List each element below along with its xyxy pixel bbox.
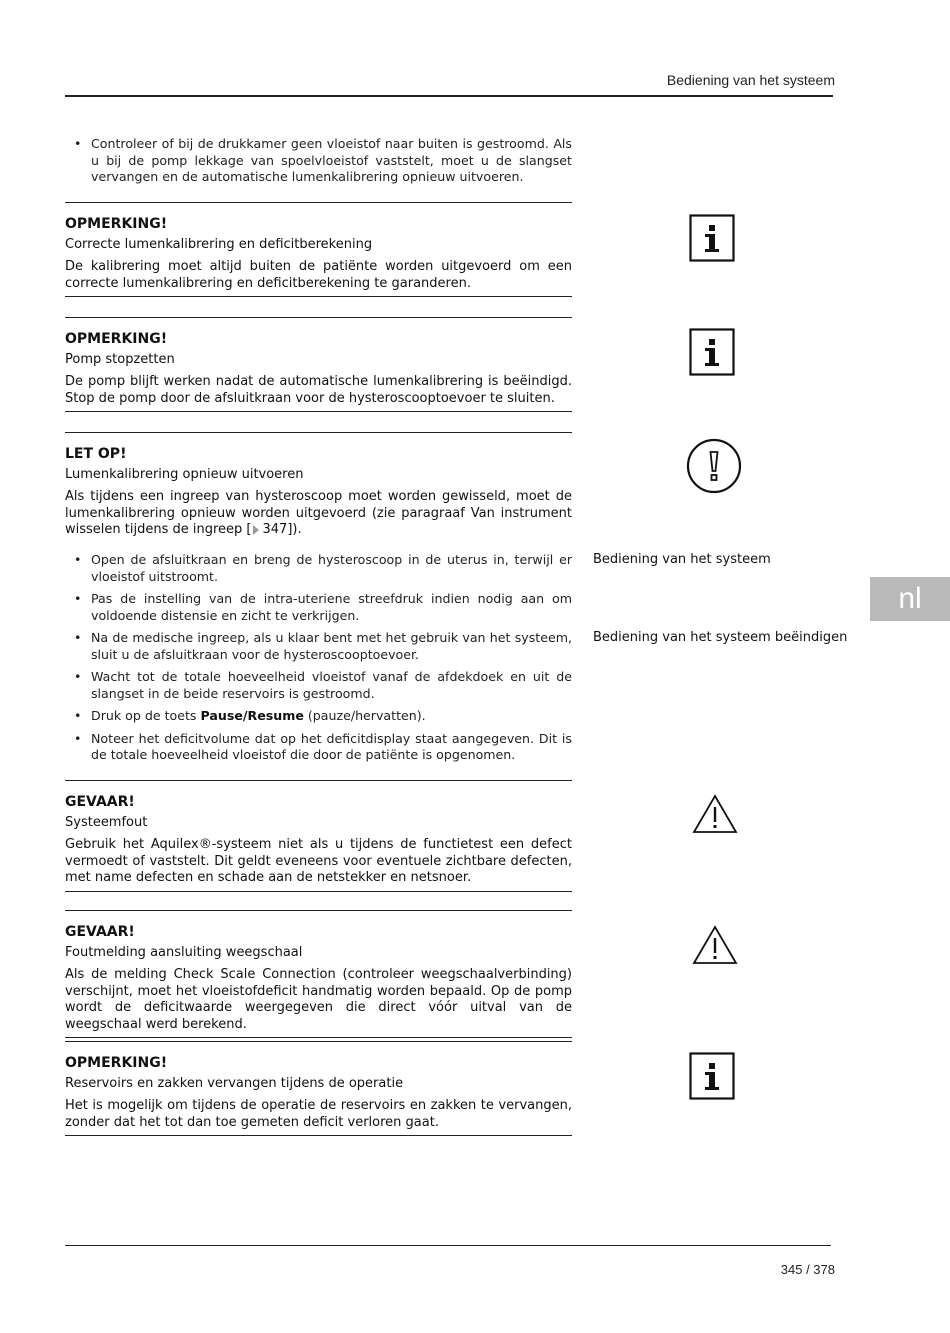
top-bullet-list bbox=[65, 136, 572, 192]
notice-title: GEVAAR! bbox=[65, 924, 135, 940]
notice-title: GEVAAR! bbox=[65, 794, 135, 810]
info-icon bbox=[689, 328, 735, 376]
info-icon bbox=[689, 1052, 735, 1100]
notice-subtitle: Reservoirs en zakken vervangen tijdens de operatie bbox=[65, 1076, 404, 1091]
side-ref-operation: Bediening van het systeem bbox=[593, 552, 771, 567]
notice-subtitle: Correcte lumenkalibrering en deficitberekening bbox=[65, 237, 373, 252]
running-header: Bediening van het systeem bbox=[666, 72, 835, 88]
list-item: • Pas de instelling van de intra-uteriene streefdruk indien nodig aan om voldoende distensie en zicht te verkrijgen. bbox=[65, 591, 572, 624]
list-item: • Na de medische ingreep, als u klaar bent met het gebruik van het systeem, sluit u de afsluitkraan voor de hysteroscooptoevoer. bbox=[65, 630, 572, 663]
notice-calibration bbox=[65, 202, 572, 297]
side-ref-end-operation: Bediening van het systeem beëindigen bbox=[593, 630, 848, 645]
footer-rule bbox=[65, 1245, 831, 1246]
notice-system-error bbox=[65, 780, 572, 892]
page-ref-link[interactable]: 347 bbox=[262, 522, 288, 537]
notice-subtitle: Foutmelding aansluiting weegschaal bbox=[65, 945, 303, 960]
notice-title: OPMERKING! bbox=[65, 1055, 168, 1071]
caution-icon bbox=[686, 438, 742, 494]
notice-body: Als tijdens een ingreep van hysteroscoop moet worden gewisseld, moet de lumenkalibrering opnieuw worden uitgevoerd (zie paragraaf Van instrument wisselen tijdens de ingreep [ 347]). bbox=[65, 489, 572, 537]
key-label: Pause/Resume bbox=[200, 708, 304, 723]
notice-pump-stop bbox=[65, 317, 572, 412]
notice-body: Als de melding Check Scale Connection (controleer weegschaalverbinding) verschijnt, moet het vloeistofdeficit handmatig worden bepaald. Op de pomp wordt de deficitwaarde weergegeven die direct vóór uitval van de weegschaal werd berekend. bbox=[65, 967, 572, 1032]
list-item: • Noteer het deficitvolume dat op het deficitdisplay staat aangegeven. Dit is de totale hoeveelheid vloeistof die door de patiënte is opgenomen. bbox=[65, 731, 572, 764]
notice-subtitle: Pomp stopzetten bbox=[65, 352, 175, 367]
notice-subtitle: Lumenkalibrering opnieuw uitvoeren bbox=[65, 467, 304, 482]
list-item: • Wacht tot de totale hoeveelheid vloeistof vanaf de afdekdoek en uit de slangset in de beide reservoirs is gestroomd. bbox=[65, 669, 572, 702]
info-icon bbox=[689, 214, 735, 262]
notice-title: OPMERKING! bbox=[65, 216, 168, 232]
notice-body: De pomp blijft werken nadat de automatische lumenkalibrering is beëindigd. Stop de pomp door de afsluitkraan voor de hysteroscooptoevoer te sluiten. bbox=[65, 374, 572, 406]
header-rule bbox=[65, 95, 833, 97]
list-item: • Druk op de toets Pause/Resume (pauze/hervatten). bbox=[65, 708, 572, 725]
procedure-bullet-list bbox=[65, 552, 572, 770]
notice-subtitle: Systeemfout bbox=[65, 815, 148, 830]
notice-body: Het is mogelijk om tijdens de operatie de reservoirs en zakken te vervangen, zonder dat het tot dan toe gemeten deficit verloren gaat. bbox=[65, 1098, 572, 1130]
notice-title: LET OP! bbox=[65, 446, 127, 462]
notice-title: OPMERKING! bbox=[65, 331, 168, 347]
notice-recalibrate bbox=[65, 432, 572, 543]
notice-scale-error bbox=[65, 910, 572, 1038]
list-item: • Open de afsluitkraan en breng de hysteroscoop in de uterus in, terwijl er vloeistof uitstroomt. bbox=[65, 552, 572, 585]
page-number: 345 / 378 bbox=[780, 1262, 835, 1277]
notice-reservoir-change bbox=[65, 1041, 572, 1136]
page-ref-arrow-icon bbox=[253, 525, 259, 535]
list-item: • Controleer of bij de drukkamer geen vloeistof naar buiten is gestroomd. Als u bij de pomp lekkage van spoelvloeistof vaststelt, moet u de slangset vervangen en de automatische lumenkalibrering opnieuw uitvoeren. bbox=[65, 136, 572, 186]
warning-triangle-icon bbox=[692, 925, 738, 965]
warning-triangle-icon bbox=[692, 794, 738, 834]
language-tab: nl bbox=[870, 577, 950, 621]
notice-body: Gebruik het Aquilex®-systeem niet als u tijdens de functietest een defect vermoedt of vaststelt. Dit geldt eveneens voor eventuele zichtbare defecten, met name defecten en schade aan de netstekker en netsnoer. bbox=[65, 837, 572, 885]
notice-body: De kalibrering moet altijd buiten de patiënte worden uitgevoerd om een correcte lumenkalibrering en deficitberekening te garanderen. bbox=[65, 259, 572, 291]
